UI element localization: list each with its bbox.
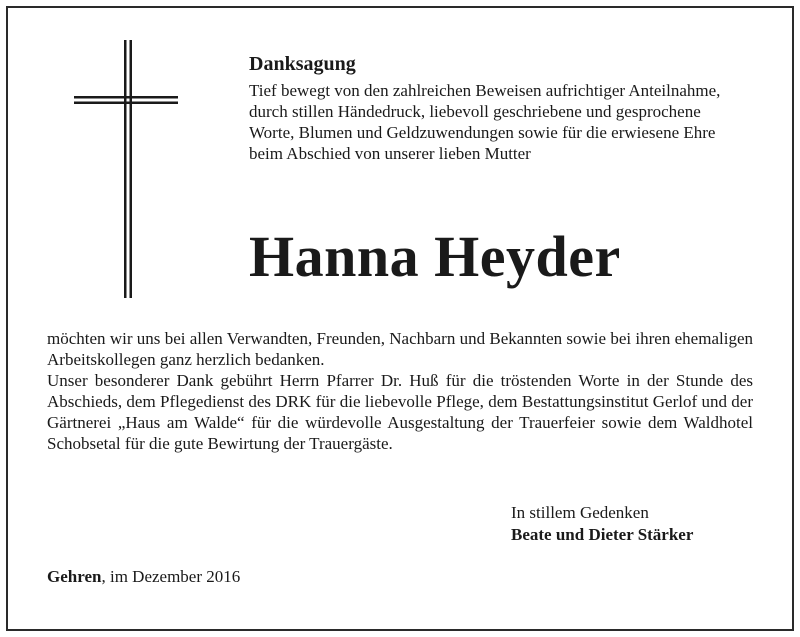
cross-icon [72, 40, 182, 300]
signoff-block [511, 502, 693, 546]
deceased-name: Hanna Heyder [249, 224, 621, 289]
header-block [249, 52, 729, 164]
body-paragraph-1: möchten wir uns bei allen Verwandten, Freunden, Nachbarn und Bekannten sowie bei ihren ehemaligen Arbeitskollegen ganz herzlich bedanken. [47, 329, 753, 369]
body-text [47, 328, 753, 454]
notice-title: Danksagung [249, 53, 356, 75]
intro-text: Tief bewegt von den zahlreichen Beweisen aufrichtiger Anteilnahme, durch stillen Händedruck, liebevoll geschriebene und gesprochene Worte, Blumen und Geldzuwendungen sowie für die erwiesene Ehre beim Abschied von unserer lieben Mutter [249, 81, 721, 163]
signoff-names: Beate und Dieter Stärker [511, 525, 694, 544]
place-date [47, 566, 240, 588]
signoff-line: In stillem Gedenken [511, 503, 649, 522]
body-paragraph-2: Unser besonderer Dank gebührt Herrn Pfarrer Dr. Huß für die tröstenden Worte in der Stunde des Abschieds, dem Pflegedienst des DRK für die liebevolle Pflege, dem Bestattungsinstitut Gerlof und der Gärtnerei „Haus am Walde“ für die würdevolle Ausgestaltung der Trauerfeier sowie dem Waldhotel Schobsetal für die gute Bewirtung der Trauergäste. [47, 371, 753, 453]
place-date-text: , im Dezember 2016 [101, 567, 241, 586]
place-city: Gehren [47, 567, 102, 586]
